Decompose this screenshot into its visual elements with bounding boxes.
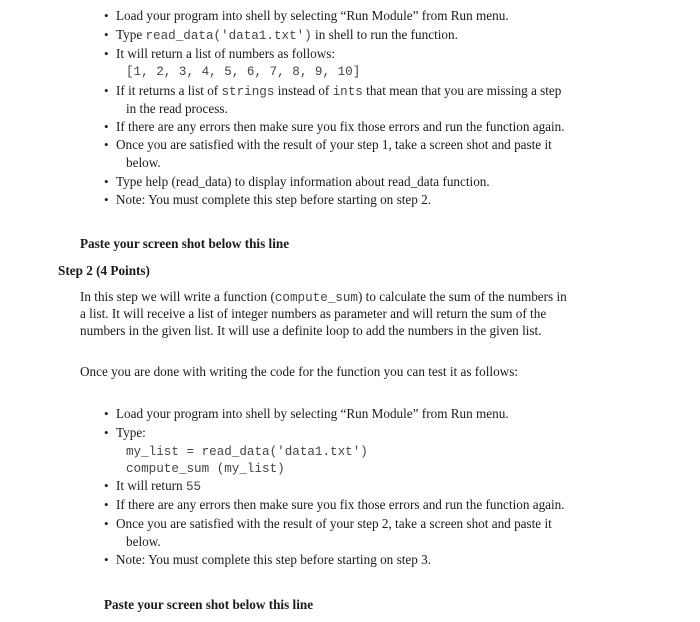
paste-screenshot-label-1: Paste your screen shot below this line xyxy=(80,236,290,251)
step1-bullet-note: Note: You must complete this step before starting on step 2. xyxy=(116,192,431,207)
bullet-dot: • xyxy=(104,83,109,98)
paste-screenshot-label-2: Paste your screen shot below this line xyxy=(104,597,314,612)
step1-bullet-satisfied: Once you are satisfied with the result of your step 1, take a screen shot and paste it xyxy=(116,137,552,152)
bullet-dot: • xyxy=(104,46,109,61)
step2-bullet-satisfied-cont: below. xyxy=(126,534,161,549)
step2-bullet-load: Load your program into shell by selecting “Run Module” from Run menu. xyxy=(116,406,509,421)
inline-code: strings xyxy=(221,85,275,99)
bullet-dot: • xyxy=(104,478,109,493)
step2-test-intro: Once you are done with writing the code for the function you can test it as follows: xyxy=(80,364,519,379)
code-line-my-list: my_list = read_data('data1.txt') xyxy=(126,445,368,459)
bullet-dot: • xyxy=(104,516,109,531)
step1-bullet-help: Type help (read_data) to display information about read_data function. xyxy=(116,174,490,189)
step2-intro-line2: a list. It will receive a list of integer numbers as parameter and will return the sum of the xyxy=(80,306,547,321)
bullet-dot: • xyxy=(104,497,109,512)
bullet-dot: • xyxy=(104,27,109,42)
step1-bullet-errors: If there are any errors then make sure you fix those errors and run the function again. xyxy=(116,119,565,134)
bullet-dot: • xyxy=(104,406,109,421)
bullet-dot: • xyxy=(104,174,109,189)
code-line-compute-sum: compute_sum (my_list) xyxy=(126,462,285,476)
step1-bullet-strings-cont: in the read process. xyxy=(126,101,228,116)
inline-code: compute_sum xyxy=(274,291,358,305)
bullet-dot: • xyxy=(104,119,109,134)
step1-bullet-return: It will return a list of numbers as follows: xyxy=(116,46,336,61)
bullet-dot: • xyxy=(104,192,109,207)
step1-bullet-satisfied-cont: below. xyxy=(126,155,161,170)
step2-heading: Step 2 (4 Points) xyxy=(58,263,150,278)
step1-bullet-strings: If it returns a list of strings instead of ints that mean that you are missing a step xyxy=(116,83,562,99)
step1-bullet-type: Type read_data('data1.txt') in shell to run the function. xyxy=(116,27,458,43)
inline-code: ints xyxy=(332,85,363,99)
inline-code: read_data('data1.txt') xyxy=(145,29,312,43)
step2-bullet-satisfied: Once you are satisfied with the result of your step 2, take a screen shot and paste it xyxy=(116,516,552,531)
code-list-output: [1, 2, 3, 4, 5, 6, 7, 8, 9, 10] xyxy=(126,65,361,79)
step2-intro-line3: numbers in the given list. It will use a definite loop to add the numbers in the given list. xyxy=(80,323,542,338)
bullet-dot: • xyxy=(104,137,109,152)
step1-bullet-load: Load your program into shell by selecting “Run Module” from Run menu. xyxy=(116,8,509,23)
bullet-dot: • xyxy=(104,8,109,23)
step2-bullet-return: It will return 55 xyxy=(116,478,202,494)
step2-bullet-note: Note: You must complete this step before starting on step 3. xyxy=(116,552,431,567)
step2-bullet-errors: If there are any errors then make sure you fix those errors and run the function again. xyxy=(116,497,565,512)
bullet-dot: • xyxy=(104,552,109,567)
step2-intro-line1: In this step we will write a function (compute_sum) to calculate the sum of the numbers in xyxy=(80,289,567,305)
bullet-dot: • xyxy=(104,425,109,440)
step2-bullet-type: Type: xyxy=(116,425,146,440)
inline-code: 55 xyxy=(185,480,202,494)
